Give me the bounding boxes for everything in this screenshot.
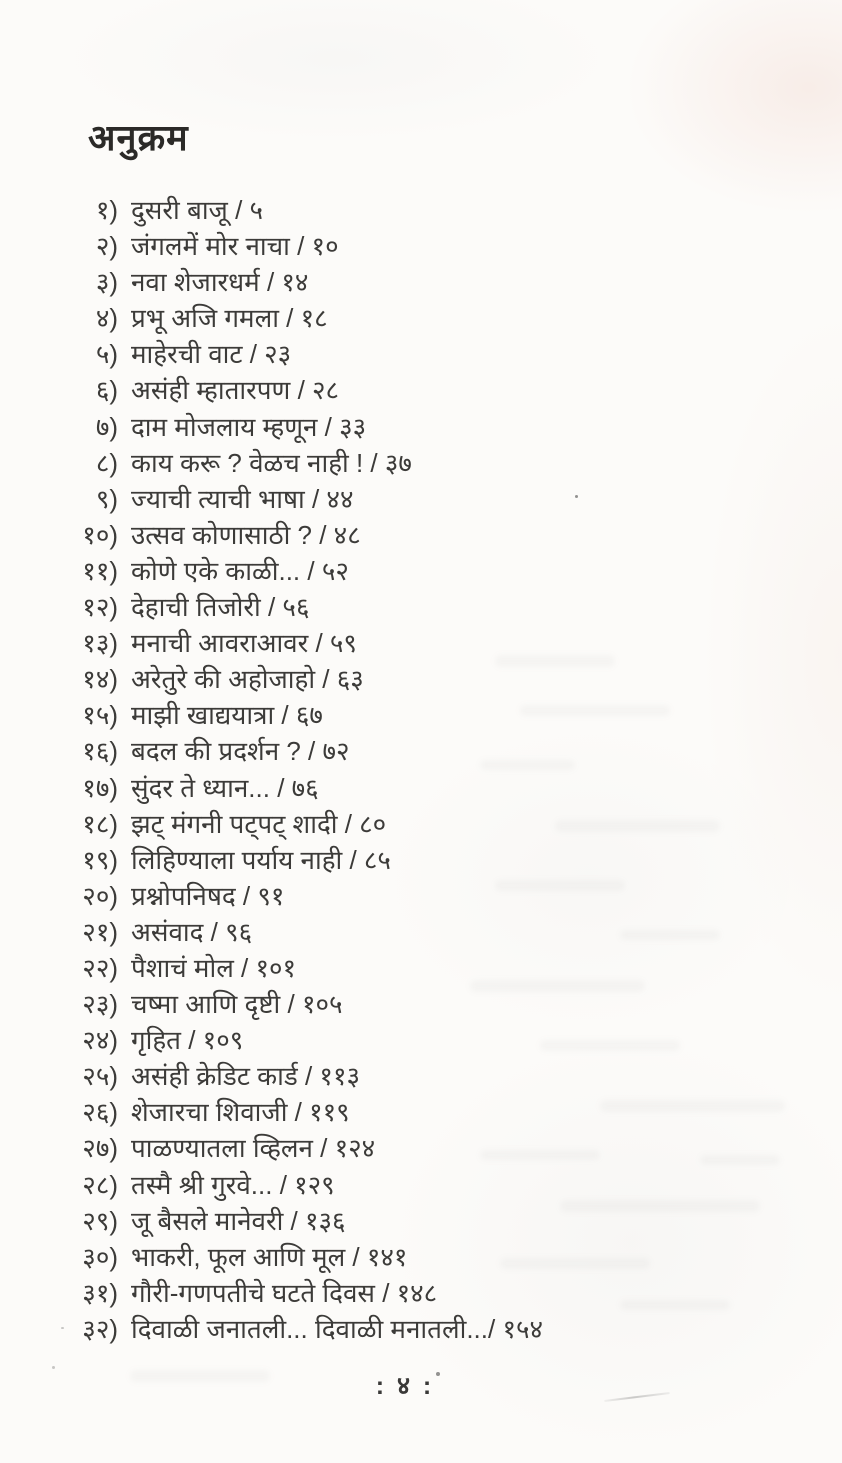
toc-item <box>0 372 700 408</box>
toc-item-title: झट् मंगनी पट्पट् शादी / ८० <box>131 808 387 839</box>
toc-item <box>0 553 700 589</box>
toc-item <box>0 986 700 1022</box>
toc-item-number: ८) <box>95 447 118 478</box>
toc-item-number: १४) <box>82 664 118 695</box>
toc-item <box>0 1130 700 1166</box>
toc-item <box>0 1058 700 1094</box>
page-number-footer: : ४ : <box>375 1372 435 1400</box>
toc-item <box>0 1275 700 1311</box>
toc-item-title: गृहित / १०९ <box>131 1025 244 1056</box>
toc-item-number: २२) <box>82 952 118 983</box>
toc-item-number: २३) <box>82 989 118 1020</box>
toc-item-number: ५) <box>95 339 118 370</box>
toc-item <box>0 192 700 228</box>
toc-item-title: काय करू ? वेळच नाही ! / ३७ <box>131 447 412 478</box>
toc-item-title: दिवाळी जनातली... दिवाळी मनातली.../ १५४ <box>131 1313 544 1344</box>
toc-item-number: १०) <box>82 519 118 550</box>
toc-item <box>0 842 700 878</box>
toc-item-number: ९) <box>95 483 118 514</box>
toc-item-title: ज्याची त्याची भाषा / ४४ <box>131 483 354 514</box>
toc-item <box>0 228 700 264</box>
toc-item-number: २५) <box>82 1061 118 1092</box>
toc-item-number: २०) <box>82 880 118 911</box>
toc-item-number: १३) <box>82 628 118 659</box>
toc-item <box>0 806 700 842</box>
toc-item-number: २८) <box>82 1169 118 1200</box>
toc-item <box>0 589 700 625</box>
toc-item-title: अरेतुरे की अहोजाहो / ६३ <box>131 664 364 695</box>
toc-item-title: गौरी-गणपतीचे घटते दिवस / १४८ <box>131 1277 438 1308</box>
toc-item-number: २९) <box>82 1205 118 1236</box>
toc-item-title: पाळण्यातला व्हिलन / १२४ <box>131 1133 376 1164</box>
toc-item <box>0 1239 700 1275</box>
toc-item <box>0 697 700 733</box>
toc-item-number: १८) <box>82 808 118 839</box>
toc-item <box>0 264 700 300</box>
toc-item-number: ६) <box>95 375 118 406</box>
toc-item-number: ३२) <box>82 1313 118 1344</box>
toc-item-title: बदल की प्रदर्शन ? / ७२ <box>131 736 350 767</box>
toc-item-title: असंही क्रेडिट कार्ड / ११३ <box>131 1061 360 1092</box>
toc-item-title: मनाची आवराआवर / ५९ <box>131 628 357 659</box>
toc-item-title: माझी खाद्ययात्रा / ६७ <box>131 700 323 731</box>
toc-item-title: दुसरी बाजू / ५ <box>131 195 264 225</box>
toc-item-number: २७) <box>82 1133 118 1164</box>
toc-item <box>0 661 700 697</box>
toc-item-number: ३०) <box>82 1241 118 1272</box>
toc-item <box>0 878 700 914</box>
toc-item-number: १२) <box>82 592 118 623</box>
toc-item <box>0 1167 700 1203</box>
toc-item-title: उत्सव कोणासाठी ? / ४८ <box>131 519 361 550</box>
toc-item-number: १७) <box>82 772 118 803</box>
toc-item <box>0 300 700 336</box>
toc-item-title: जू बैसले मानेवरी / १३६ <box>131 1205 346 1236</box>
toc-item-number: २) <box>95 231 118 262</box>
toc-item-number: ४) <box>95 303 118 334</box>
toc-item-title: प्रश्नोपनिषद / ९१ <box>131 880 285 911</box>
toc-item-number: २४) <box>82 1025 118 1056</box>
toc-item-title: देहाची तिजोरी / ५६ <box>131 592 310 623</box>
toc-item <box>0 733 700 769</box>
toc-item-number: १) <box>95 195 118 225</box>
toc-list <box>0 192 700 1347</box>
toc-item-title: नवा शेजारधर्म / १४ <box>131 267 309 298</box>
toc-item-title: तस्मै श्री गुरवे... / १२९ <box>131 1169 335 1200</box>
toc-item-number: ३१) <box>82 1277 118 1308</box>
toc-item <box>0 409 700 445</box>
toc-item-title: प्रभू अजि गमला / १८ <box>131 303 328 334</box>
page-title: अनुक्रम <box>88 117 189 158</box>
toc-item-title: भाकरी, फूल आणि मूल / १४१ <box>131 1241 408 1272</box>
toc-item <box>0 625 700 661</box>
toc-item-title: असंही म्हातारपण / २८ <box>131 375 340 406</box>
toc-item <box>0 770 700 806</box>
toc-item-number: १६) <box>82 736 118 767</box>
toc-item-number: २६) <box>82 1097 118 1128</box>
toc-item <box>0 1311 700 1347</box>
toc-item-number: १९) <box>82 844 118 875</box>
toc-item-number: ३) <box>95 267 118 298</box>
toc-item-title: कोणे एके काळी... / ५२ <box>131 555 349 586</box>
toc-item-number: २१) <box>82 916 118 947</box>
toc-item <box>0 1094 700 1130</box>
toc-item-title: सुंदर ते ध्यान... / ७६ <box>131 772 319 803</box>
bleed-through-artifact <box>700 1155 780 1165</box>
toc-item-title: दाम मोजलाय म्हणून / ३३ <box>131 411 367 442</box>
toc-item <box>0 481 700 517</box>
toc-item <box>0 445 700 481</box>
toc-item-title: जंगलमें मोर नाचा / १० <box>131 231 339 262</box>
toc-item-title: माहेरची वाट / २३ <box>131 339 292 370</box>
toc-item <box>0 1203 700 1239</box>
toc-item-title: शेजारचा शिवाजी / ११९ <box>131 1097 350 1128</box>
toc-item-number: १५) <box>82 700 118 731</box>
toc-item-title: पैशाचं मोल / १०१ <box>131 952 297 983</box>
toc-item-number: ११) <box>82 555 118 586</box>
toc-item <box>0 336 700 372</box>
toc-item <box>0 914 700 950</box>
toc-item-number: ७) <box>95 411 118 442</box>
toc-item <box>0 517 700 553</box>
toc-item <box>0 1022 700 1058</box>
toc-item-title: लिहिण्याला पर्याय नाही / ८५ <box>131 844 391 875</box>
toc-item-title: असंवाद / ९६ <box>131 916 253 947</box>
toc-item <box>0 950 700 986</box>
toc-item-title: चष्मा आणि दृष्टी / १०५ <box>131 989 343 1020</box>
